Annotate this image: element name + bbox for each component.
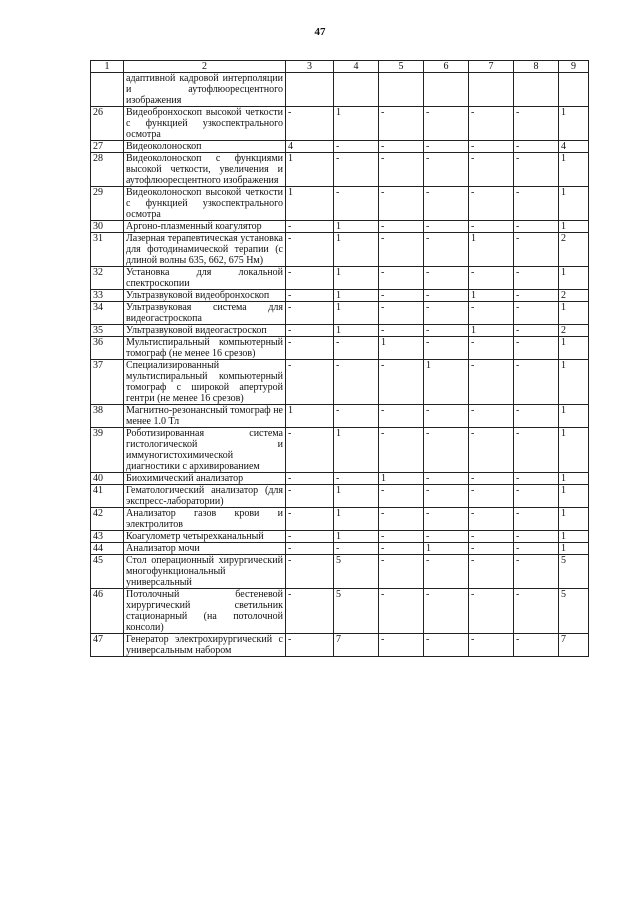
quantity-cell: 1	[469, 233, 514, 267]
header-cell: 9	[559, 61, 589, 73]
quantity-cell: 7	[559, 634, 589, 657]
quantity-cell: 1	[469, 325, 514, 337]
quantity-cell	[559, 73, 589, 107]
row-number: 33	[91, 290, 124, 302]
quantity-cell: -	[469, 589, 514, 634]
quantity-cell: -	[286, 221, 334, 233]
quantity-cell: 5	[559, 589, 589, 634]
table-row	[91, 233, 589, 267]
quantity-cell: -	[286, 485, 334, 508]
quantity-cell: 2	[559, 290, 589, 302]
quantity-cell: -	[379, 141, 424, 153]
table-row	[91, 107, 589, 141]
quantity-cell: -	[514, 267, 559, 290]
quantity-cell	[469, 73, 514, 107]
row-number: 42	[91, 508, 124, 531]
quantity-cell: -	[514, 508, 559, 531]
quantity-cell: -	[424, 473, 469, 485]
quantity-cell: -	[469, 531, 514, 543]
table-row	[91, 428, 589, 473]
quantity-cell: 1	[559, 337, 589, 360]
quantity-cell: -	[379, 187, 424, 221]
quantity-cell: -	[286, 428, 334, 473]
quantity-cell: -	[286, 531, 334, 543]
quantity-cell: 1	[559, 360, 589, 405]
equipment-name: Видеоколоноскоп с функциями высокой четкости, увеличения и аутофлюоресцентного изображения	[124, 153, 286, 187]
row-number: 44	[91, 543, 124, 555]
quantity-cell: -	[424, 290, 469, 302]
equipment-name: Роботизированная система гистологической и иммуногистохимической диагностики с архивированием	[124, 428, 286, 473]
quantity-cell: 1	[334, 233, 379, 267]
quantity-cell: -	[469, 634, 514, 657]
table-row	[91, 555, 589, 589]
quantity-cell: -	[514, 141, 559, 153]
equipment-name: Лазерная терапевтическая установка для фотодинамической терапии (с длиной волны 635, 662, 675 Нм)	[124, 233, 286, 267]
quantity-cell: -	[424, 187, 469, 221]
equipment-name: Аргоно-плазменный коагулятор	[124, 221, 286, 233]
quantity-cell: 1	[334, 325, 379, 337]
page-number: 47	[314, 26, 326, 38]
row-number: 41	[91, 485, 124, 508]
quantity-cell: -	[286, 543, 334, 555]
header-cell: 3	[286, 61, 334, 73]
quantity-cell: 1	[559, 153, 589, 187]
quantity-cell: -	[424, 485, 469, 508]
quantity-cell: -	[424, 337, 469, 360]
quantity-cell: 1	[334, 531, 379, 543]
equipment-name: Видеобронхоскоп высокой четкости с функцией узкоспектрального осмотра	[124, 107, 286, 141]
table-row	[91, 187, 589, 221]
quantity-cell: 1	[424, 360, 469, 405]
quantity-cell: -	[469, 153, 514, 187]
quantity-cell: 1	[379, 473, 424, 485]
quantity-cell: -	[379, 589, 424, 634]
quantity-cell: 1	[559, 302, 589, 325]
quantity-cell: -	[334, 543, 379, 555]
quantity-cell: -	[424, 531, 469, 543]
row-number: 29	[91, 187, 124, 221]
equipment-name: Анализатор газов крови и электролитов	[124, 508, 286, 531]
quantity-cell: -	[334, 473, 379, 485]
quantity-cell: -	[286, 267, 334, 290]
quantity-cell: 1	[286, 153, 334, 187]
quantity-cell: -	[286, 634, 334, 657]
equipment-name: Потолочный бестеневой хирургический светильник стационарный (на потолочной консоли)	[124, 589, 286, 634]
quantity-cell: 1	[424, 543, 469, 555]
quantity-cell: -	[469, 141, 514, 153]
row-number	[91, 73, 124, 107]
quantity-cell: -	[514, 405, 559, 428]
equipment-name: Установка для локальной спектроскопии	[124, 267, 286, 290]
table-row	[91, 531, 589, 543]
quantity-cell: -	[424, 233, 469, 267]
quantity-cell: 7	[334, 634, 379, 657]
equipment-name: Мультиспиральный компьютерный томограф (не менее 16 срезов)	[124, 337, 286, 360]
quantity-cell: -	[514, 634, 559, 657]
quantity-cell: 1	[559, 485, 589, 508]
table-row	[91, 267, 589, 290]
quantity-cell: -	[379, 107, 424, 141]
equipment-name: Видеоколоноскоп высокой четкости с функцией узкоспектрального осмотра	[124, 187, 286, 221]
table-row	[91, 360, 589, 405]
equipment-name: Магнитно-резонансный томограф не менее 1.0 Тл	[124, 405, 286, 428]
quantity-cell: 4	[286, 141, 334, 153]
equipment-name: Биохимический анализатор	[124, 473, 286, 485]
quantity-cell: -	[469, 360, 514, 405]
quantity-cell: -	[424, 325, 469, 337]
table-row	[91, 290, 589, 302]
table-row	[91, 141, 589, 153]
quantity-cell: -	[514, 233, 559, 267]
quantity-cell: -	[379, 153, 424, 187]
row-number: 38	[91, 405, 124, 428]
quantity-cell: -	[514, 428, 559, 473]
header-cell: 2	[124, 61, 286, 73]
quantity-cell: -	[286, 107, 334, 141]
table-row	[91, 589, 589, 634]
quantity-cell	[334, 73, 379, 107]
quantity-cell: -	[469, 337, 514, 360]
quantity-cell: -	[424, 634, 469, 657]
table-row	[91, 73, 589, 107]
row-number: 45	[91, 555, 124, 589]
quantity-cell: 1	[559, 473, 589, 485]
row-number: 47	[91, 634, 124, 657]
quantity-cell: 1	[334, 290, 379, 302]
quantity-cell: 1	[334, 107, 379, 141]
quantity-cell: 1	[559, 543, 589, 555]
table-row	[91, 325, 589, 337]
quantity-cell	[514, 73, 559, 107]
equipment-name: Анализатор мочи	[124, 543, 286, 555]
quantity-cell: -	[514, 485, 559, 508]
quantity-cell: -	[286, 473, 334, 485]
table-row	[91, 485, 589, 508]
equipment-table	[90, 60, 589, 657]
quantity-cell: 1	[469, 290, 514, 302]
row-number: 35	[91, 325, 124, 337]
quantity-cell: -	[424, 267, 469, 290]
quantity-cell: -	[379, 221, 424, 233]
quantity-cell: -	[379, 290, 424, 302]
quantity-cell: -	[514, 107, 559, 141]
header-cell: 1	[91, 61, 124, 73]
quantity-cell: 1	[286, 405, 334, 428]
quantity-cell: -	[379, 508, 424, 531]
quantity-cell: -	[379, 555, 424, 589]
row-number: 36	[91, 337, 124, 360]
table-row	[91, 221, 589, 233]
quantity-cell: -	[469, 187, 514, 221]
quantity-cell: -	[379, 325, 424, 337]
quantity-cell: -	[286, 290, 334, 302]
row-number: 39	[91, 428, 124, 473]
quantity-cell: -	[379, 302, 424, 325]
table-row	[91, 508, 589, 531]
quantity-cell: -	[514, 221, 559, 233]
table-row	[91, 634, 589, 657]
quantity-cell: -	[469, 508, 514, 531]
equipment-name: Специализированный мультиспиральный компьютерный томограф с широкой апертурой гентри (не менее 16 срезов)	[124, 360, 286, 405]
quantity-cell: -	[514, 325, 559, 337]
equipment-name: адаптивной кадровой интерполяции и аутофлюоресцентного изображения	[124, 73, 286, 107]
table-row	[91, 473, 589, 485]
quantity-cell: -	[514, 187, 559, 221]
quantity-cell: -	[469, 221, 514, 233]
quantity-cell: -	[514, 473, 559, 485]
table-row	[91, 543, 589, 555]
header-cell: 7	[469, 61, 514, 73]
row-number: 26	[91, 107, 124, 141]
quantity-cell: -	[334, 405, 379, 428]
quantity-cell: -	[334, 153, 379, 187]
header-cell: 6	[424, 61, 469, 73]
quantity-cell: 1	[334, 267, 379, 290]
quantity-cell: -	[424, 221, 469, 233]
quantity-cell: -	[379, 543, 424, 555]
quantity-cell: 1	[379, 337, 424, 360]
quantity-cell: -	[514, 302, 559, 325]
row-number: 37	[91, 360, 124, 405]
quantity-cell: -	[334, 337, 379, 360]
equipment-name: Видеоколоноскоп	[124, 141, 286, 153]
quantity-cell: -	[379, 531, 424, 543]
quantity-cell: 1	[559, 187, 589, 221]
quantity-cell: 4	[559, 141, 589, 153]
quantity-cell: -	[424, 153, 469, 187]
quantity-cell: -	[286, 360, 334, 405]
quantity-cell: -	[286, 325, 334, 337]
header-row	[91, 61, 589, 73]
quantity-cell: -	[379, 360, 424, 405]
equipment-name: Стол операционный хирургический многофункциональный универсальный	[124, 555, 286, 589]
equipment-name: Ультразвуковой видеогастроскоп	[124, 325, 286, 337]
quantity-cell: 1	[559, 107, 589, 141]
quantity-cell: 5	[334, 555, 379, 589]
quantity-cell: 1	[334, 221, 379, 233]
quantity-cell: -	[334, 187, 379, 221]
row-number: 31	[91, 233, 124, 267]
quantity-cell: -	[379, 485, 424, 508]
quantity-cell: -	[379, 405, 424, 428]
quantity-cell: -	[286, 337, 334, 360]
quantity-cell: 5	[334, 589, 379, 634]
row-number: 34	[91, 302, 124, 325]
quantity-cell: -	[424, 405, 469, 428]
quantity-cell: 1	[559, 267, 589, 290]
equipment-name: Коагулометр четырехканальный	[124, 531, 286, 543]
quantity-cell	[379, 73, 424, 107]
quantity-cell: 2	[559, 233, 589, 267]
quantity-cell: -	[469, 267, 514, 290]
row-number: 43	[91, 531, 124, 543]
quantity-cell: -	[424, 141, 469, 153]
quantity-cell: -	[469, 302, 514, 325]
quantity-cell: -	[469, 107, 514, 141]
quantity-cell: -	[469, 485, 514, 508]
table-row	[91, 405, 589, 428]
quantity-cell: -	[469, 428, 514, 473]
quantity-cell: -	[379, 267, 424, 290]
quantity-cell: -	[424, 107, 469, 141]
quantity-cell: 1	[334, 485, 379, 508]
quantity-cell: -	[514, 153, 559, 187]
quantity-cell: -	[286, 589, 334, 634]
quantity-cell: 1	[286, 187, 334, 221]
header-cell: 8	[514, 61, 559, 73]
row-number: 30	[91, 221, 124, 233]
quantity-cell: -	[379, 233, 424, 267]
quantity-cell: -	[514, 290, 559, 302]
quantity-cell: -	[514, 555, 559, 589]
quantity-cell: 1	[334, 508, 379, 531]
quantity-cell: 1	[559, 508, 589, 531]
quantity-cell: 2	[559, 325, 589, 337]
header-cell: 4	[334, 61, 379, 73]
equipment-name: Генератор электрохирургический с универсальным набором	[124, 634, 286, 657]
quantity-cell: -	[514, 337, 559, 360]
quantity-cell: 1	[559, 405, 589, 428]
quantity-cell: 1	[334, 428, 379, 473]
quantity-cell: -	[424, 508, 469, 531]
quantity-cell: 1	[559, 221, 589, 233]
quantity-cell: -	[424, 302, 469, 325]
quantity-cell: -	[286, 508, 334, 531]
quantity-cell: -	[334, 360, 379, 405]
table-row	[91, 153, 589, 187]
quantity-cell	[424, 73, 469, 107]
equipment-name: Ультразвуковая система для видеогастроскопа	[124, 302, 286, 325]
quantity-cell: 1	[334, 302, 379, 325]
quantity-cell: -	[286, 233, 334, 267]
quantity-cell: 1	[559, 428, 589, 473]
row-number: 27	[91, 141, 124, 153]
quantity-cell: -	[424, 589, 469, 634]
quantity-cell	[286, 73, 334, 107]
quantity-cell: 5	[559, 555, 589, 589]
row-number: 40	[91, 473, 124, 485]
quantity-cell: -	[514, 360, 559, 405]
table-row	[91, 337, 589, 360]
table-row	[91, 302, 589, 325]
quantity-cell: -	[469, 473, 514, 485]
row-number: 28	[91, 153, 124, 187]
quantity-cell: -	[514, 531, 559, 543]
quantity-cell: -	[286, 302, 334, 325]
equipment-name: Ультразвуковой видеобронхоскоп	[124, 290, 286, 302]
header-cell: 5	[379, 61, 424, 73]
row-number: 32	[91, 267, 124, 290]
quantity-cell: 1	[559, 531, 589, 543]
quantity-cell: -	[424, 428, 469, 473]
row-number: 46	[91, 589, 124, 634]
quantity-cell: -	[514, 543, 559, 555]
quantity-cell: -	[379, 428, 424, 473]
quantity-cell: -	[379, 634, 424, 657]
quantity-cell: -	[286, 555, 334, 589]
quantity-cell: -	[334, 141, 379, 153]
quantity-cell: -	[469, 555, 514, 589]
equipment-name: Гематологический анализатор (для экспресс-лаборатории)	[124, 485, 286, 508]
quantity-cell: -	[424, 555, 469, 589]
quantity-cell: -	[469, 405, 514, 428]
quantity-cell: -	[469, 543, 514, 555]
quantity-cell: -	[514, 589, 559, 634]
